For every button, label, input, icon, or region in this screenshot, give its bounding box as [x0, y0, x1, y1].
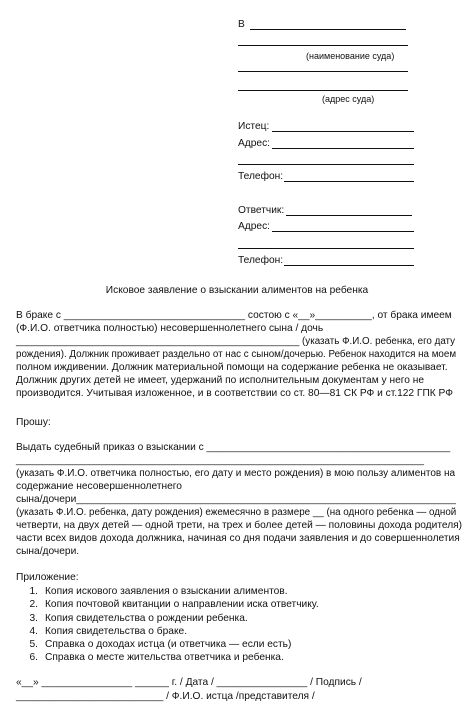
plaintiff-address-label: Адрес: — [238, 138, 270, 149]
intro-line: Должник других детей не имеет, удержаний по исполнительным документам у него не — [16, 375, 425, 386]
request-line: сына/дочери. — [16, 546, 80, 557]
plaintiff-phone-line — [284, 181, 414, 182]
defendant-address-line-1 — [272, 231, 414, 232]
intro-line: В браке с ________________________________ состою с «__»__________, от брака имеем — [16, 310, 452, 321]
court-address-line-1 — [238, 71, 408, 72]
request-line: Выдать судебный приказ о взыскании с ___________________________________________ — [16, 442, 451, 453]
defendant-address-label: Адрес: — [238, 221, 270, 232]
court-name-hint: (наименование суда) — [306, 51, 395, 61]
attachments-list — [16, 585, 319, 665]
list-item: 2. Копия почтовой квитанции о направлении иска ответчику. — [29, 599, 319, 611]
defendant-address-line-2 — [238, 248, 414, 249]
request-line: (указать Ф.И.О. ответчика полностью, его дату и место рождения) в мою пользу алиментов на — [16, 468, 456, 479]
defendant-line — [286, 215, 412, 216]
defendant-phone-line — [284, 265, 414, 266]
list-item: 6. Справка о месте жительства ответчика и ребенка. — [29, 652, 284, 664]
request-line: части всех видов дохода должника, начиная со дня подачи заявления и до совершеннолетия — [16, 533, 460, 544]
ask-label: Прошу: — [16, 417, 51, 428]
attachments-label: Приложение: — [16, 572, 79, 583]
court-address-line-2 — [238, 90, 408, 91]
defendant-phone-label: Телефон: — [238, 255, 284, 266]
signature-name-line: __________________________ / Ф.И.О. истца /представителя / — [16, 691, 315, 702]
request-line: ________________________________________________________________________ — [16, 455, 424, 466]
defendant-label: Ответчик: — [238, 205, 285, 216]
intro-line: рождения). Должник проживает раздельно от нас с сыном/дочерью. Ребенок находится на моем — [16, 349, 457, 360]
intro-line: (Ф.И.О. ответчика полностью) несовершеннолетнего сына / дочь — [16, 323, 324, 334]
plaintiff-line — [272, 131, 414, 132]
request-line: сына/дочери___________________________________________________________________ — [16, 494, 456, 505]
plaintiff-address-line-2 — [238, 164, 414, 165]
intro-line: ____________________________________________________ (указать Ф.И.О. ребенка, его дату — [16, 336, 456, 347]
court-name-line-1 — [250, 29, 406, 30]
request-line: четверти, на двух детей — одной трети, на трех и более детей — половины дохода родителя) — [16, 520, 463, 531]
plaintiff-address-line-1 — [272, 148, 414, 149]
list-item: 3. Копия свидетельства о рождении ребенка. — [29, 612, 248, 624]
plaintiff-phone-label: Телефон: — [238, 171, 284, 182]
list-item: 4. Копия свидетельства о браке. — [29, 625, 188, 637]
document-title: Исковое заявление о взыскании алиментов на ребенка — [105, 285, 369, 296]
court-address-hint: (адрес суда) — [322, 94, 375, 104]
court-name-line-2 — [238, 45, 408, 46]
intro-line: производится. Учитывая изложенное, и в соответствии со ст. 80—81 СК РФ и ст.122 ГПК РФ — [16, 388, 453, 399]
list-item: 1. Копия искового заявления о взыскании алиментов. — [29, 586, 288, 597]
list-item: 5. Справка о доходах истца (и ответчика — если есть) — [29, 639, 292, 651]
intro-line: полном иждивении. Должник материальной помощи на содержание ребенка не оказывает. — [16, 362, 448, 373]
request-line: содержание несовершеннолетнего — [16, 481, 182, 492]
signature-date-line: «__» ________________ ______ г. / Дата / ________________ / Подпись / — [16, 677, 362, 688]
request-line: (указать Ф.И.О. ребенка, дату рождения) ежемесячно в размере __ (на одного ребенка — одной — [16, 507, 457, 518]
to-prefix: В — [238, 19, 245, 30]
plaintiff-label: Истец: — [238, 121, 270, 132]
